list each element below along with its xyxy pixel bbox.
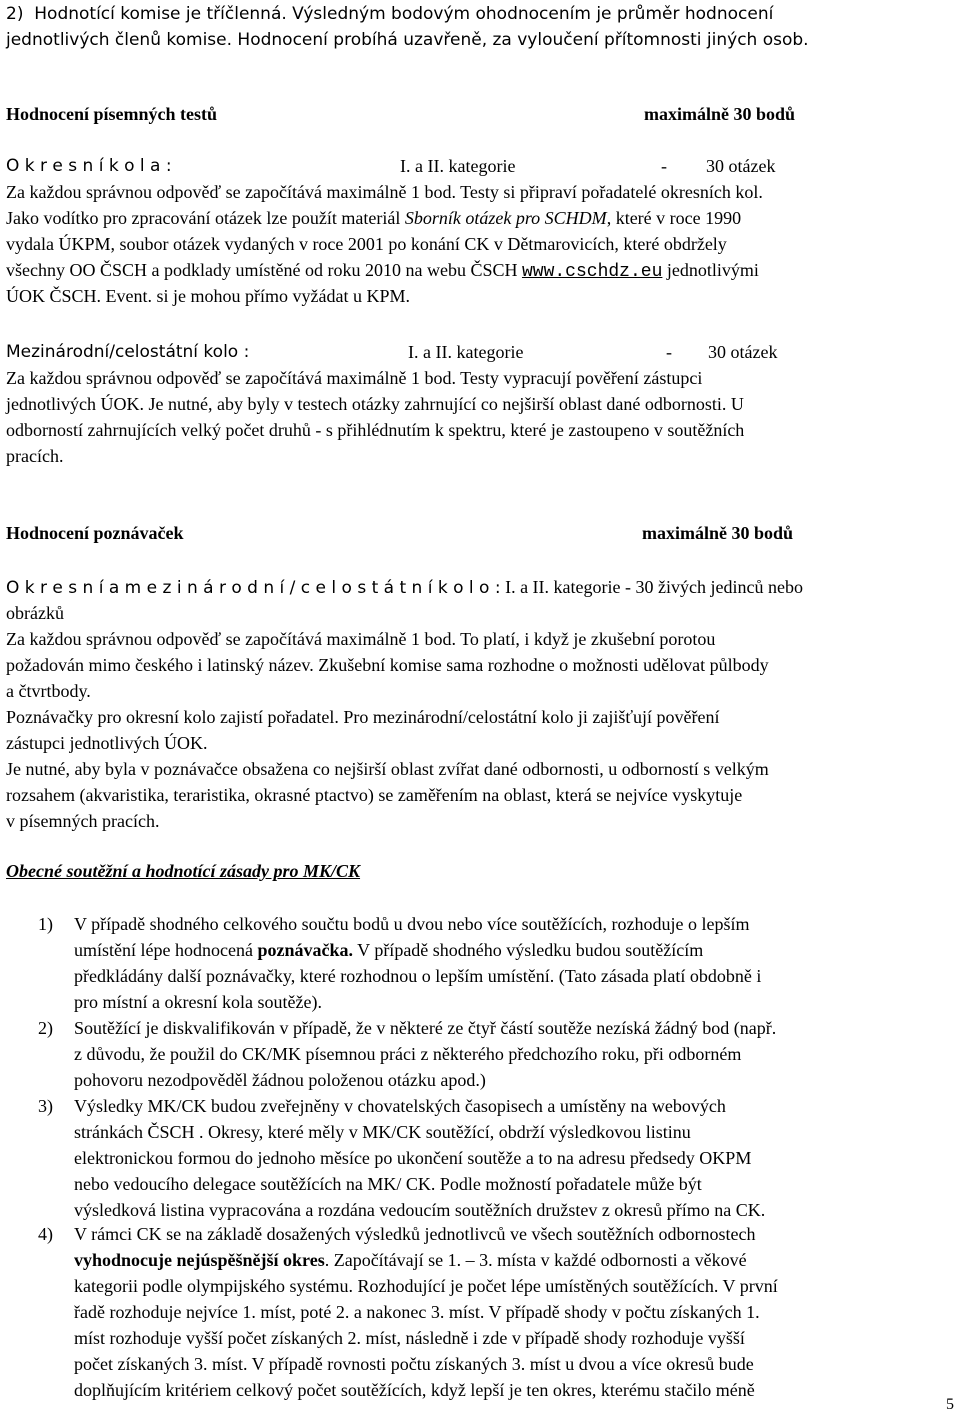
text-span: všechny OO ČSCH a podklady umístěné od roku 2010 na webu ČSCH: [6, 260, 522, 280]
text-span: . Započítávají se 1. – 3. místa v každé odbornosti a věkové: [324, 1250, 747, 1270]
intro-line-2: jednotlivých členů komise. Hodnocení probíhá uzavřeně, za vyloučení přítomnosti jiných osob.: [6, 30, 809, 50]
principles-heading: Obecné soutěžní a hodnotící zásady pro MK/CK: [6, 861, 361, 881]
recognition-line-8: v písemných pracích.: [6, 811, 160, 831]
recognition-line-5: zástupci jednotlivých ÚOK.: [6, 733, 208, 753]
district-round-dash: -: [661, 156, 667, 176]
intl-round-count: 30 otázek: [708, 342, 778, 362]
recognition-line-6: Je nutné, aby byla v poznávačce obsažena co nejširší oblast zvířat dané odbornosti, u odborností s velkým: [6, 759, 769, 779]
intl-round-label: Mezinárodní/celostátní kolo :: [6, 342, 250, 362]
text-span: umístění lépe hodnocená: [74, 940, 258, 960]
item-4-number: 4): [38, 1224, 53, 1244]
written-p2-line-1: Za každou správnou odpověď se započítává maximálně 1 bod. Testy vypracují pověření zástupci: [6, 368, 703, 388]
written-p1-line-2: [6, 206, 741, 230]
written-p2-line-3: odborností zahrnujících velký počet druhů - s přihlédnutím k spektru, které je zastoupeno v soutěžních: [6, 420, 745, 440]
district-round-category: I. a II. kategorie: [400, 156, 516, 176]
item-3-line-2: stránkách ČSCH . Okresy, které měly v MK/CK soutěžící, obdrží výsledkovou listinu: [74, 1122, 691, 1142]
item-1-line-1: V případě shodného celkového součtu bodů u dvou nebo více soutěžících, rozhoduje o lepším: [74, 914, 750, 934]
district-round-label: O k r e s n í k o l a :: [6, 156, 172, 176]
text-span: jednotlivými: [662, 260, 759, 280]
written-p2-line-4: pracích.: [6, 446, 64, 466]
text-span: O k r e s n í a m e z i n á r o d n í / c e l o s t á t n í k o l o :: [6, 578, 501, 598]
intl-round-category: I. a II. kategorie: [408, 342, 524, 362]
written-p1-line-5: ÚOK ČSCH. Event. si je mohou přímo vyžádat u KPM.: [6, 286, 410, 306]
written-p1-line-4: [6, 258, 759, 284]
item-3-number: 3): [38, 1096, 53, 1116]
recognition-line-2: požadován mimo českého i latinský název. Zkušební komise sama rozhodne o možnosti udělovat půlbody: [6, 655, 769, 675]
recognition-line-1: Za každou správnou odpověď se započítává maximálně 1 bod. To platí, i když je zkušební porotou: [6, 629, 716, 649]
recognition-heading: Hodnocení poznávaček: [6, 523, 184, 543]
item-3-line-1: Výsledky MK/CK budou zveřejněny v chovatelských časopisech a umístěny na webových: [74, 1096, 726, 1116]
written-p1-line-1: Za každou správnou odpověď se započítává maximálně 1 bod. Testy si připraví pořadatelé okresních kol.: [6, 182, 763, 202]
intl-round-dash: -: [666, 342, 672, 362]
item-4-line-6: počet získaných 3. míst. V případě rovnosti počtu získaných 3. míst u dvou a více okresů bude: [74, 1354, 754, 1374]
item-1-line-2: [74, 938, 703, 962]
written-heading: Hodnocení písemných testů: [6, 104, 218, 124]
text-span: , které v roce 1990: [606, 208, 742, 228]
item-2-line-2: z důvodu, že použil do CK/MK písemnou práci z některého předchozího roku, při odborném: [74, 1044, 742, 1064]
recognition-max: maximálně 30 bodů: [642, 523, 794, 543]
item-2-number: 2): [38, 1018, 53, 1038]
item-1-line-3: předkládány další poznávačky, které rozhodnou o lepším umístění. (Tato zásada platí obdobně i: [74, 966, 762, 986]
recognition-round-line-2: obrázků: [6, 603, 64, 623]
text-span: poznávačka.: [257, 940, 353, 960]
item-4-line-4: řadě rozhoduje nejvíce 1. míst, poté 2. a nakonec 3. míst. V případě shody v počtu získaných 1.: [74, 1302, 760, 1322]
item-3-line-4: nebo vedoucího delegace soutěžících na MK/ CK. Podle možností pořadatele může být: [74, 1174, 702, 1194]
item-4-line-2: [74, 1248, 747, 1272]
item-2-line-3: pohovoru nezodpověděl žádnou položenou otázku apod.): [74, 1070, 486, 1090]
item-1-number: 1): [38, 914, 53, 934]
item-4-line-5: míst rozhoduje vyšší počet získaných 2. míst, následně i zde v případě shody rozhoduje vyšší: [74, 1328, 745, 1348]
written-max: maximálně 30 bodů: [644, 104, 796, 124]
recognition-line-4: Poznávačky pro okresní kolo zajistí pořadatel. Pro mezinárodní/celostátní kolo ji zajišťují pověření: [6, 707, 720, 727]
item-3-line-3: elektronickou formou do jednoho měsíce po ukončení soutěže a to na adresu předsedy OKPM: [74, 1148, 752, 1168]
written-p2-line-2: jednotlivých ÚOK. Je nutné, aby byly v testech otázky zahrnující co nejširší oblast dané odbornosti. U: [6, 394, 744, 414]
intro-line-1: 2) Hodnotící komise je tříčlenná. Výsledným bodovým ohodnocením je průměr hodnocení: [6, 4, 774, 24]
district-round-count: 30 otázek: [706, 156, 776, 176]
item-1-line-4: pro místní a okresní kola soutěže).: [74, 992, 322, 1012]
recognition-round-line-1: [6, 575, 803, 600]
recognition-line-3: a čtvrtbody.: [6, 681, 91, 701]
item-4-line-3: kategorii podle olympijského systému. Rozhodující je počet lépe umístěných soutěžících. V první: [74, 1276, 778, 1296]
item-4-line-1: V rámci CK se na základě dosažených výsledků jednotlivců ve všech soutěžních odbornostech: [74, 1224, 756, 1244]
text-span: I. a II. kategorie - 30 živých jedinců nebo: [500, 577, 803, 597]
page-number: 5: [946, 1396, 954, 1413]
website-link[interactable]: www.cschdz.eu: [521, 262, 663, 282]
item-4-line-7: doplňujícím kritériem celkový počet soutěžících, když lepší je ten okres, kterému stačilo méně: [74, 1380, 755, 1400]
book-title: Sborník otázek pro SCHDM: [404, 208, 607, 228]
item-2-line-1: Soutěžící je diskvalifikován v případě, že v některé ze čtyř částí soutěže nezíská žádný bod (např.: [74, 1018, 777, 1038]
text-span: V případě shodného výsledku budou soutěžícím: [352, 940, 704, 960]
text-span: Jako vodítko pro zpracování otázek lze použít materiál: [6, 208, 405, 228]
recognition-line-7: rozsahem (akvaristika, teraristika, okrasné ptactvo) se zaměřením na oblast, která se nejvíce vyskytuje: [6, 785, 743, 805]
item-3-line-5: výsledková listina vypracována a rozdána vedoucím soutěžních družstev z okresů přímo na CK.: [74, 1200, 766, 1220]
written-p1-line-3: vydala ÚKPM, soubor otázek vydaných v roce 2001 po konání CK v Dětmarovicích, které obdržely: [6, 234, 727, 254]
text-span: vyhodnocuje nejúspěšnější okres: [74, 1250, 325, 1270]
